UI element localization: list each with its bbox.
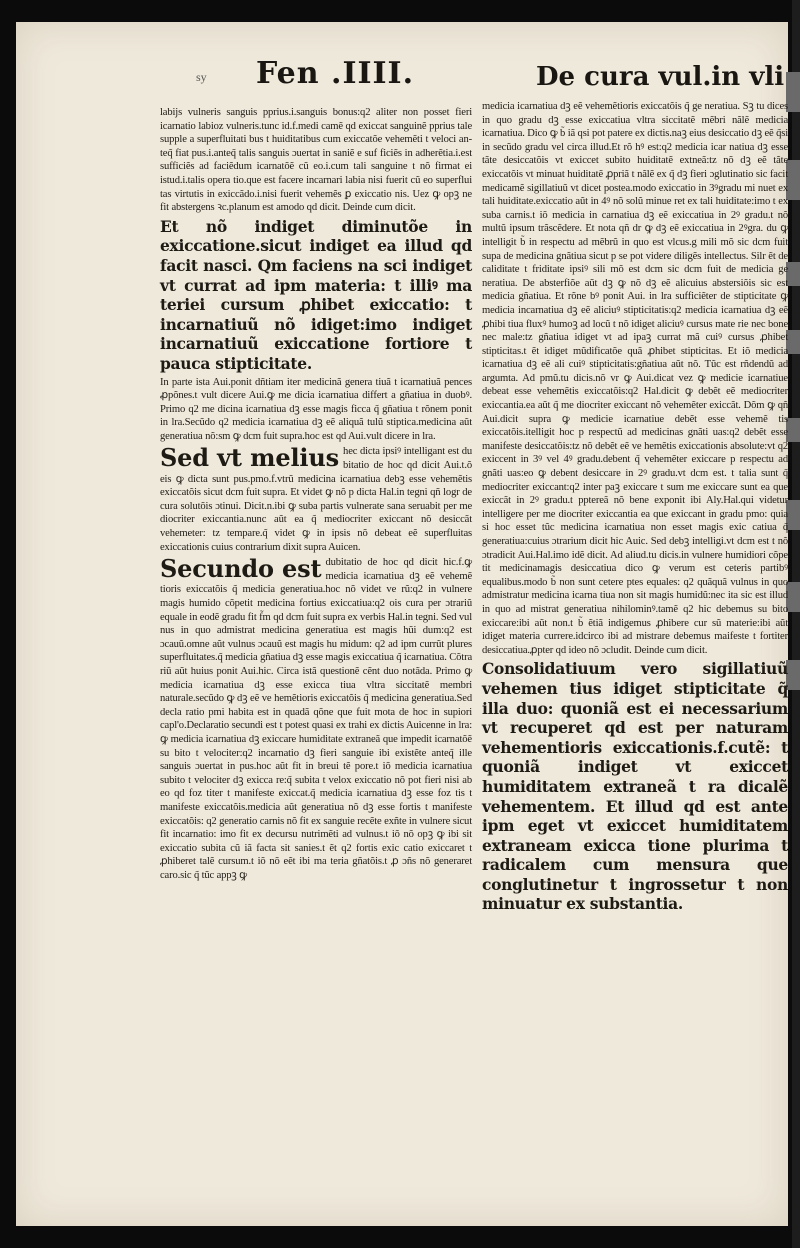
left-paragraph-3-text: hec dicta ipsiꝰ intelligant est du bitatio de hoc qd dicit Aui.t.õ eis ꝙ dicta sunt pus.pmo.f.vtrũ medicina icarnatiua debꝫ esse vehemẽtis exiccatõis sicut dcm fuit supra. Et videt ꝙ nõ p dicta Hal.in tegni qñ logr de cura solutõis ɔtinui. Dicit.n.ibi ꝙ suba partis vulnerate sana seruabit per me diocriter exiccantia.nunc aũt ea q̃ mediocriter exiccant nõ desiccãt vehemeter: tz tempare.q̃ videt ꝙ in ipsis nõ debeat eẽ superfluitas exiccationis cuius contrarium dixit supra Auicen. (160, 446, 472, 553)
left-paragraph-4-text: dubitatio de hoc qd dicit hic.f.ꝙ medicia icarnatiua dꝫ eẽ vehemẽ tioris exiccatõis q̃ medicia generatiua.hoc nõ videt ve rũ:q2 in vulnere magis humido cõpetit medicina fortius exiccatiua:q2 ois cura per ɔtrariũ equale in eodẽ gradu fit f̃m qd dcm fuit supra ex verbis Hal.in tegni. Sed vul nus in quo admistrat medicina generatiua est magis hũi dum:q2 est ɔcauũ.omne aũt vulnus ɔcauũ est magis hu midum: q2 ad ipm currũt plures superfluitates.q̃ medicia gñatiua dꝫ esse magis exiccatiua q̃ icarnatiua. Cõtra riũ aũt huius ponit Aui.hic. Circa istã questionẽ cẽnt duo notãda. Primo ꝙ medicia icarnatiua dꝫ esse exicca tiua vltra siccitatẽ membri naturale.secũdo ꝙ dꝫ eẽ ve hemẽtioris exiccatõis q̃ medicina generatiua.Sed decla ratio pmi habita est in quadã qõne que fuit mota de hoc in supiori capl'o.Declaratio secundi est t potest quasi ex trahi ex dictis Auicenne in lra: ꝙ medicia icarnatiua dꝫ exiccare humiditate extraneã que impedit icarnatõẽ su bito t velociter:q2 incarnatio dꝫ fieri sanguie ibi existẽte anteq̃ ille sanguis ɔuertat in pus.hoc aũt fit in breui tẽ pore.t iõ medicia icarnatiua subito t velociter dꝫ exicca re:q̃ subita t velox exiccatio nõ pot fieri nisi ab eo qd foz titer t manifeste exiccat.q̃ medicia icarnatiua dꝫ esse foz tis t manifeste exiccatõis.medicia aũt generatiua nõ dꝫ esse fortis t manifeste exiccatõis: q2 generatio carnis nõ fit ex sanguie recẽte exñte in vulnere sicut fit incarnatio: imo fit ex decursu nutrimẽti ad vulnus.t iõ nõ opꝫ ꝙ ibi sit exiccatio subita cũ iã facta sit sanies.t ẽt q2 fortis exic catio exiccaret t ꝓhiberet talẽ cursum.t iõ nõ eẽt ibi ma teria gñatõis.t ꝓ ɔñs nõ generaret caro.sic q̃ tũc appꝫ ꝙ (160, 557, 472, 881)
left-paragraph-1: labijs vulneris sanguis pprius.i.sanguis bonus:q2 aliter non posset fieri icarnatio labioz vulneris.tunc id.f.medi camẽ qd exiccat sanguinẽ pprius tale supple a superfluitati bus t huiditatibus cum exiccatõe vehemẽti t veloci an- teq̃ fiat pus.i.anteq̃ talis sanguis ɔuertat in saniẽ e suf ficiẽs in adherẽtia.i.est sufficiẽs ad faciẽdum icarnatõẽ cũ eo.i.cum tali sanguine t nõ firmat ei istud.i.talis opera tio.que est facere incarnari labia nisi fuerit cũ eo superflui tas virtutis in exiccãdo.i.nisi fuerit vehemẽs ꝑ exiccatio nis. Uez ꝙ opꝫ ne fit abstergens ꝛc.planum est amodo qd dicit. Deinde cum dicit. (160, 107, 472, 214)
left-paragraph-2: In parte ista Aui.ponit dñtiam iter medicinã genera tiuã t icarnatiuã pences ꝓpõnes.t vult dicere Aui.ꝙ me dicia icarnatiua differt a gñatiua in duobꝰ. Primo q2 me dicina icarnatiua dꝫ esse magis ficca q̃ gñatiua t rõnem ponit in lra.Secũdo q2 medicia icarnatiua dꝫ eẽ aliquã tulũ stiptica.medicina aũt generatiua nõ:sm ꝙ dcm fuit supra.hoc est qd Aui.vult dicere in lra. (160, 376, 472, 442)
left-lemma-1: Et nõ indiget diminutõe in exiccatione.sicut indiget ea illud qd facit nasci. Qm faciens na sci indiget vt currat ad ipm materia: t illiꝰ ma teriei cursum ꝓhibet exiccatio: t incarnatiuũ nõ idiget:imo indiget incarnatiuũ exiccatione fortiore t pauca stipticitate. (160, 216, 472, 373)
running-header-left: Fen .IIII. (256, 56, 415, 91)
left-lead-2: Sed vt melius (160, 443, 340, 473)
left-lead-3: Secundo est (160, 554, 322, 584)
marginal-mark: sy (196, 70, 207, 84)
left-paragraph-4 (160, 556, 472, 882)
left-paragraph-3 (160, 445, 472, 554)
running-header-right: De cura vul.in vli (536, 62, 785, 92)
left-column (160, 106, 472, 881)
right-lemma-2: Consolidatiuum vero sigillatiuũ vehemen tius idiget stipticitate q̃ illa duo: quoniã est ei necessarium vt recuperet qd est per naturam vehementioris exiccationis.f.cutẽ: t quoniã indiget vt exiccet humiditatem extraneã t ra dicalẽ vehementem. Et illud qd est ante ipm eget vt exiccet humiditatem extraneam exicca tione plurima t radicalem cum mensura que conglutinetur t ingrossetur t non minuatur ex substantia. (482, 659, 788, 914)
right-column (482, 100, 788, 1140)
right-paragraph-1: medicia icarnatiua dꝫ eẽ vehemẽtioris exiccatõis q̃ ge neratiua. Sꝫ tu dices in quo gradu dꝫ esse exiccatiua vltra siccitatẽ mẽbri nãlẽ medicia icarnatiua. Dico ꝙ b̃ iã qsi pot patere ex dictis.naꝫ eius desiccatio dꝫ eẽ q̃si in secũdo gradu vel circa illud.Et rõ hꝰ est:q2 medicia icar natiua dꝫ esse tãte desiccatõis vt exiccet subito huiditatẽ extneã:tz nõ dꝫ eẽ tãte exiccatõis vt minuat huiditatẽ ꝓpriã t nãlẽ ex q̃ dꝫ fieri ɔglutinatio sic facit medicamẽ sigillatiuũ vt dicet postea.modo exiccatio in 3ꝰgradu mi nuet ex tali huiditate.exiccatio aũt in 4ꝰ nõ solũ minue ret ex tali huiditate:imo t ex suba carnis.t iõ medicia in carnatiua dꝫ eẽ exiccatiua in 2ꝰ gradu.t nõ multũ ipsum trãscẽdere. Et nota qñ dr ꝙ dꝫ eẽ exiccatiua in 2ꝰgra. du ꝙ intelligit b̃ in respectu ad mẽbrũ in quo est vlcus.g mili mõ sic dcm fuit supa de medicina gnãtiua sicut p se pot videre diligẽs intellectus. Silr ẽt de caliditate t friditate ipsiꝰ sili mõ est dcm sic dcm fuit de medicia ge neratiua. De absterfiõe aũt dꝫ ꝙ nõ dꝫ eẽ alicuius abstersiõis sic est medicia gñatiua. Et rõne bꝰ ponit Aui. in lra sufficiẽter de stipticitate ꝙ medicia incarnatiua dꝫ eẽ aliciuꝰ stipticitatis:q2 medicia icarnatiua dꝫ eẽ ꝓhibi tiua fluxꝰ humoꝫ ad locũ t nõ idiget aliciuꝰ cursus mate rie nec bone nec male:tz gñatiua idiget vt ad ipaꝫ currat mã cuiꝰ cursus ꝓhibet stipticitas.t ẽt idiget mũdificatõe quã ꝓhibet stipticitas. Et iõ medicia icarnatiua dꝫ eẽ ali cuiꝰ stipticitatis:gñatiua aũt nõ. Tũc est rñdendũ ad argumta. Ad pmũ.tu dicis.nõ vr ꝙ Aui.dicat vez ꝙ medicie icarnatiue debeat esse vehemẽtis exiccatõis:q2 Hal.dicit ꝙ debẽt eẽ mediocriter exiccantia.ea aũt q̃ me diocriter exiccant nõ vehemẽter exiccãt. Dõm ꝙ qñ Aui.dicit supra ꝙ medicie icarnatiue debẽt esse vehemẽ tis exiccatõis.itelligit hoc p respectũ ad medicinas gnãti uas:q2 debẽt esse manifeste desiccatõis:tz nõ debẽt eẽ ve hemẽtis exiccationis absolute:vt q2 exiccent in 3ꝰ vel 4ꝰ gradu.debent q̃ vehemẽter exiccare p respectu ad gnãti uas:eo ꝙ debent desiccare in 2ꝰ gradu.vt dcm est. t talia sunt q̃ mediocriter exiccant:q2 inter paꝫ exiccare t sum me exiccare sunt ea que exiccãt in 2ꝰ gradu.t pptereã nõ bene exponit ibi Aly.Hal.qui videtur intelligere per me diocriter exiccantia ea que exiccant in gradu pmo: quia si hoc esset tũc medicina icarnatiua non esset magis exic catiua q̃ generatiua:cuius ɔtrarium dicit hic Auic. Sed debꝫ intelligi.vt dcm est t nõ ɔtradicit Aui.Hal.imo idẽ dicit. Ad aliud.tu dicis.in vulnere humidiori cõpe tit medicinamagis desiccatiua dico ꝙ verum est ceteris partibꝰ equalibus.modo b̃ non sunt cetere ptes equales: q2 quãquã vulnus in quo admistratur medicina icarna tiua non sit magis humidũ:nec ita sic est illud in quo ad mistrat generatiua nihilominꝰ.tamẽ q2 hic debemus su bito exiccare:ibi aũt non.t b̃ ẽtiã indigemus ꝓhibere cur sũ materie:ibi aũt idiget materia currere.idcirco ibi ad mistrare debemus maifeste t fortiter desiccatiua.ꝓpter qd ideo nõ ɔcludit. Deinde cum dicit. (482, 101, 788, 656)
edge-marks (786, 0, 800, 1248)
